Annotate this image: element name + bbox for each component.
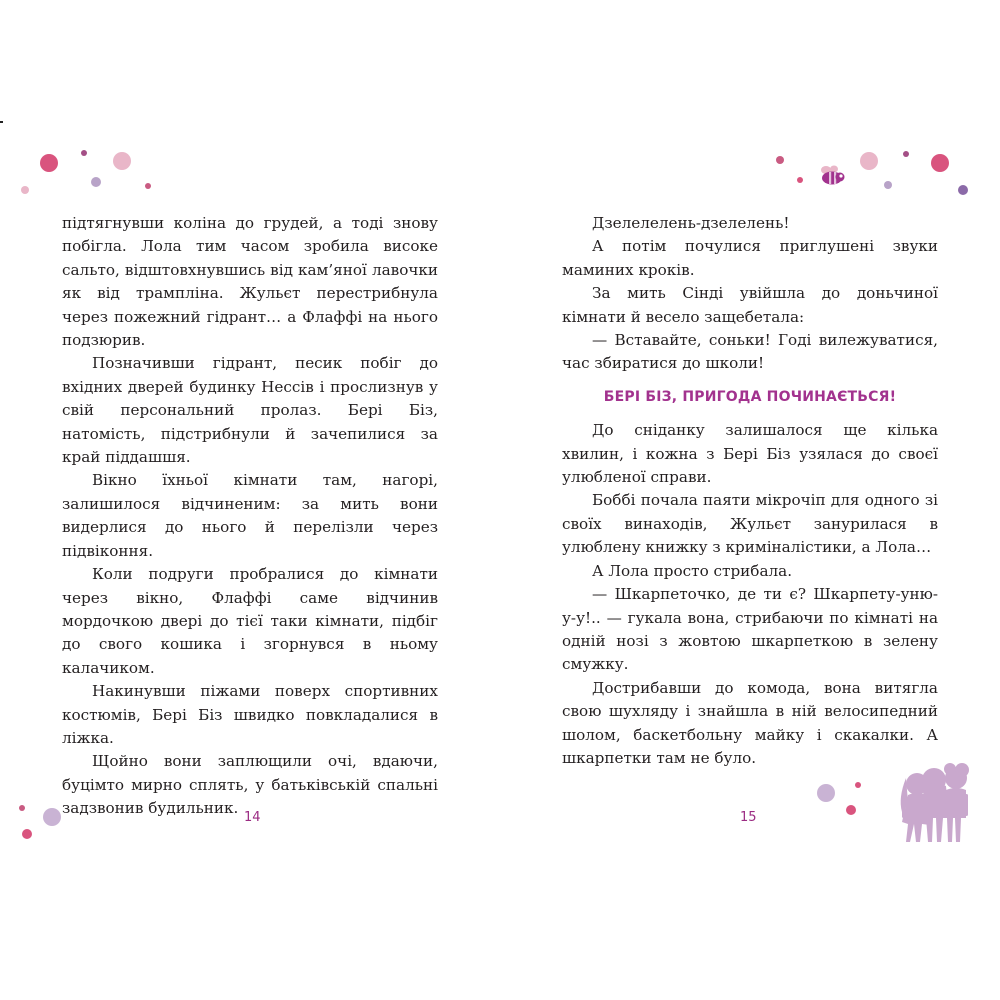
paragraph: За мить Сінді увійшла до доньчиної кімнати й весело защебетала:	[562, 284, 938, 326]
paragraph: До сніданку залишалося ще кілька хвилин, і кожна з Бері Біз узялася до своєї улюбленої справи.	[562, 421, 938, 487]
paragraph: А Лола просто стрибала.	[592, 561, 793, 580]
paragraph: — Вставайте, соньки! Годі вилежуватися, час збиратися до школи!	[562, 331, 938, 373]
page-number-left: 14	[244, 810, 261, 825]
paragraph: Накинувши піжами поверх спортивних костюмів, Бері Біз швидко повкладалися в ліжка.	[62, 682, 438, 747]
right-page-text	[562, 212, 938, 770]
paragraph: підтягнувши коліна до грудей, а тоді знову побігла. Лола тим часом зробила високе сальто, відштовхнувшись від кам’яної лавочки як від трампліна. Жульєт перестрибнула через пожежний гідрант… а Флаффі на нього подзюрив.	[62, 214, 438, 350]
left-page-text	[62, 212, 438, 821]
paragraph: А потім почулися приглушені звуки маминих кроків.	[562, 237, 938, 279]
paragraph: Дострибавши до комода, вона витягла свою шухляду і знайшла в ній велосипедний шолом, баскетбольну майку і скакалки. А шкарпетки там не було.	[562, 678, 938, 767]
paragraph: Позначивши гідрант, песик побіг до вхідних дверей будинку Нессів і прослизнув у свій персональний пролаз. Бері Біз, натомість, підстрибнули й зачепилися за край піддашшя.	[62, 354, 438, 467]
paragraph: Дзелелелень-дзелелень!	[592, 214, 790, 232]
page-number-right: 15	[740, 810, 757, 825]
paragraph: Боббі почала паяти мікрочіп для одного зі своїх винаходів, Жульєт занурилася в улюблену книжку з криміналістики, а Лола…	[562, 491, 938, 557]
paragraph: Вікно їхньої кімнати там, нагорі, залишилося відчиненим: за мить вони видерлися до нього й перелізли через підвіконня.	[62, 471, 438, 560]
paragraph: Коли подруги пробралися до кімнати через вікно, Флаффі саме відчинив мордочкою двері до тієї таки кімнати, підбіг до свого кошика і згорнувся в ньому калачиком.	[62, 565, 438, 677]
paragraph: — Шкарпеточко, де ти є? Шкарпету-уню-у-у!.. — гукала вона, стрибаючи по кімнаті на одній нозі з жовтою шкарпеткою в зелену смужку.	[562, 585, 938, 674]
chapter-heading: БЕРІ БІЗ, ПРИГОДА ПОЧИНАЄТЬСЯ!	[603, 388, 897, 405]
paragraph: Щойно вони заплющили очі, вдаючи, буцімто мирно сплять, у батьківській спальні задзвонив будильник.	[62, 752, 438, 818]
